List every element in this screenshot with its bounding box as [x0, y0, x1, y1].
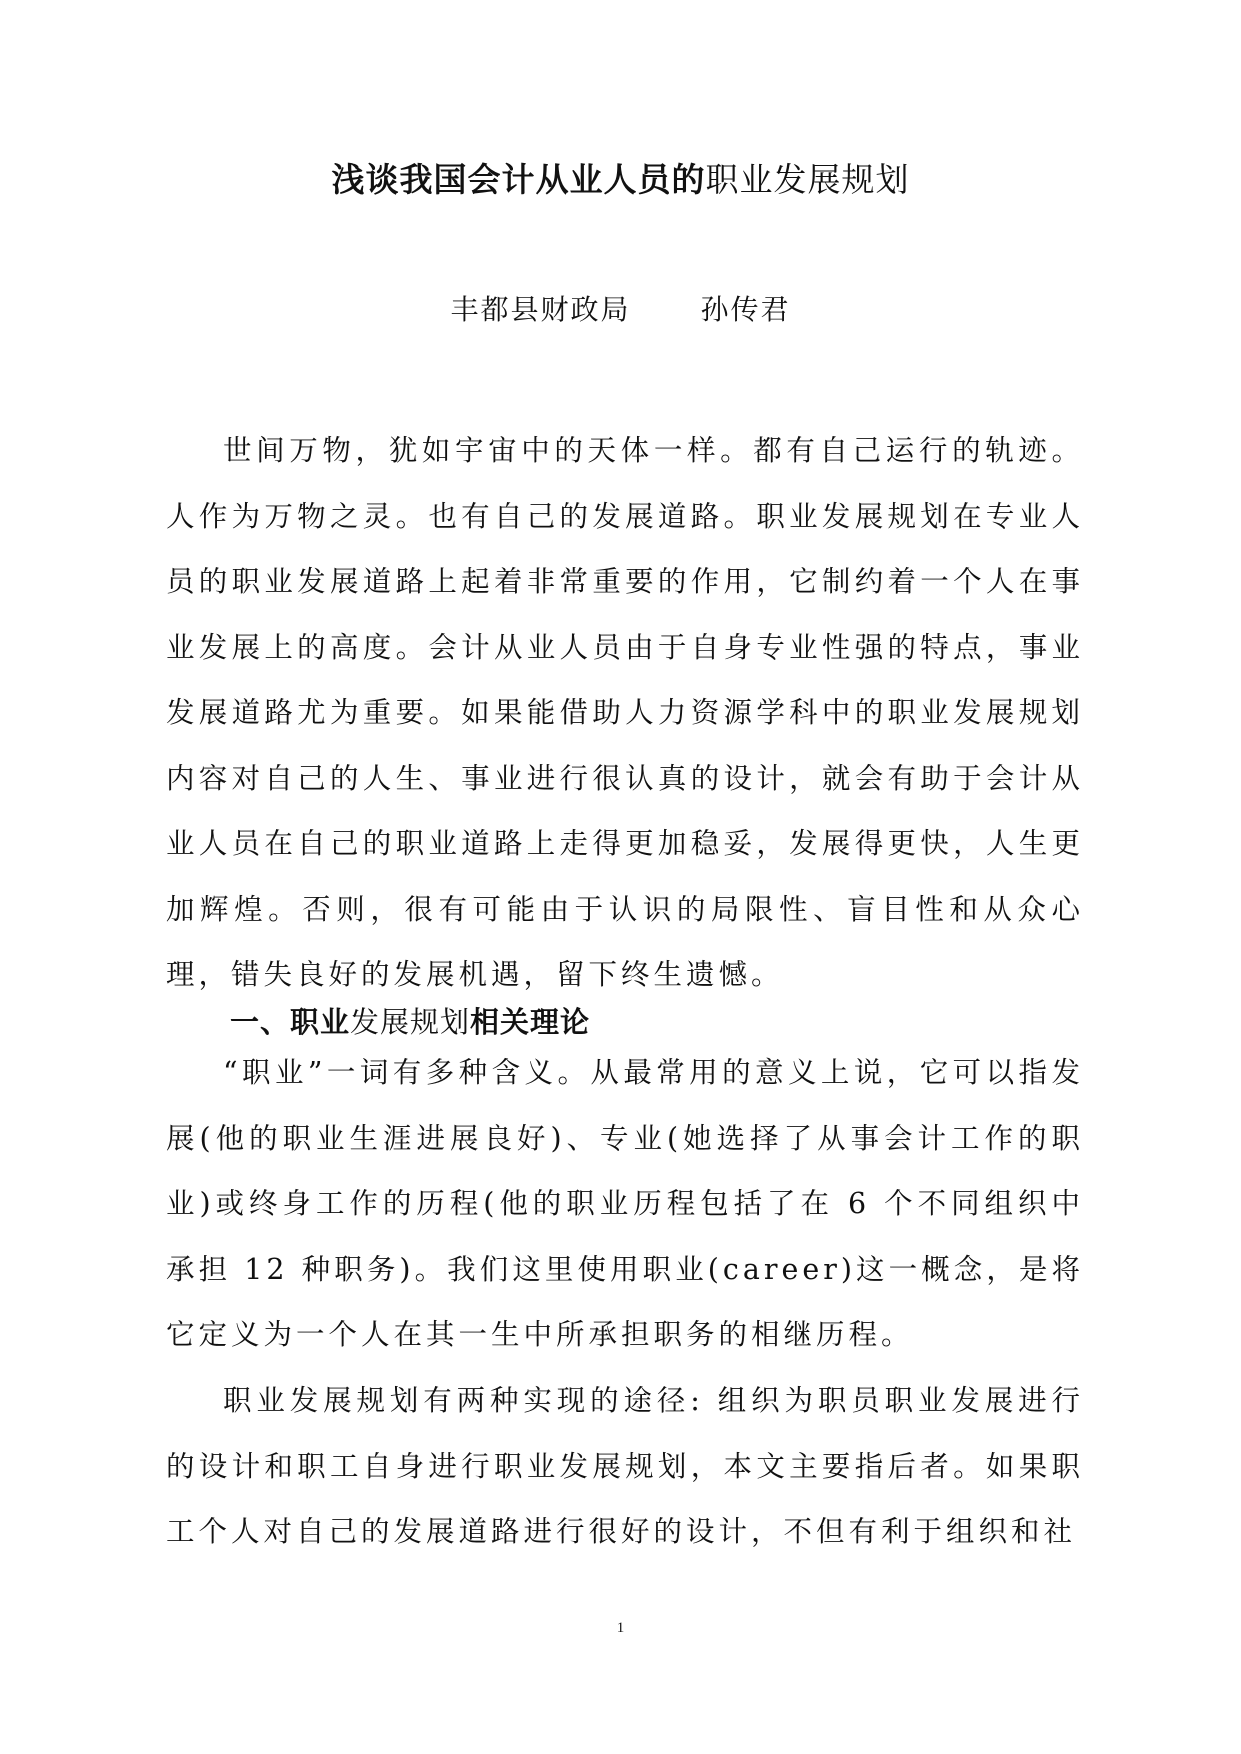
two-paths-paragraph: 职业发展规划有两种实现的途径: 组织为职员职业发展进行的设计和职工自身进行职业发展规划，本文主要指后者。如果职工个人对自己的发展道路进行很好的设计，不但有利于组织和社 [166, 1384, 1084, 1548]
author-organization: 丰都县财政局 [450, 293, 631, 326]
career-definition-paragraph: “职业”一词有多种含义。从最常用的意义上说，它可以指发展(他的职业生涯进展良好)、专业(她选择了从事会计工作的职业)或终身工作的历程(他的职业历程包括了在 6 个不同组织中承担 12 种职务)。我们这里使用职业(career)这一概念，是将它定义为一个人在其一生中所承担职务的相继历程。 [166, 1056, 1084, 1351]
intro-paragraph: 世间万物，犹如宇宙中的天体一样。都有自己运行的轨迹。人作为万物之灵。也有自己的发展道路。职业发展规划在专业人员的职业发展道路上起着非常重要的作用，它制约着一个人在事业发展上的高度。会计从业人员由于自身专业性强的特点，事业发展道路尤为重要。如果能借助人力资源学科中的职业发展规划内容对自己的人生、事业进行很认真的设计，就会有助于会计从业人员在自己的职业道路上走得更加稳妥，发展得更快，人生更加辉煌。否则，很有可能由于认识的局限性、盲目性和从众心理，错失良好的发展机遇，留下终生遗憾。 [166, 434, 1084, 991]
section-heading-bold-b: 相关理论 [470, 1005, 591, 1039]
section-heading-bold-a: 职业 [290, 1005, 351, 1039]
section-heading-regular: 发展规划 [350, 1005, 471, 1039]
title-bold-part: 浅谈我国会计从业人员的 [331, 160, 706, 199]
title-regular-part: 职业发展规划 [705, 160, 910, 199]
byline [0, 292, 1241, 328]
page-number: 1 [616, 1620, 625, 1636]
document-title [0, 160, 1241, 200]
section-number: 一、 [230, 1005, 291, 1039]
author-name: 孙传君 [700, 293, 791, 326]
section-heading [230, 1002, 590, 1042]
